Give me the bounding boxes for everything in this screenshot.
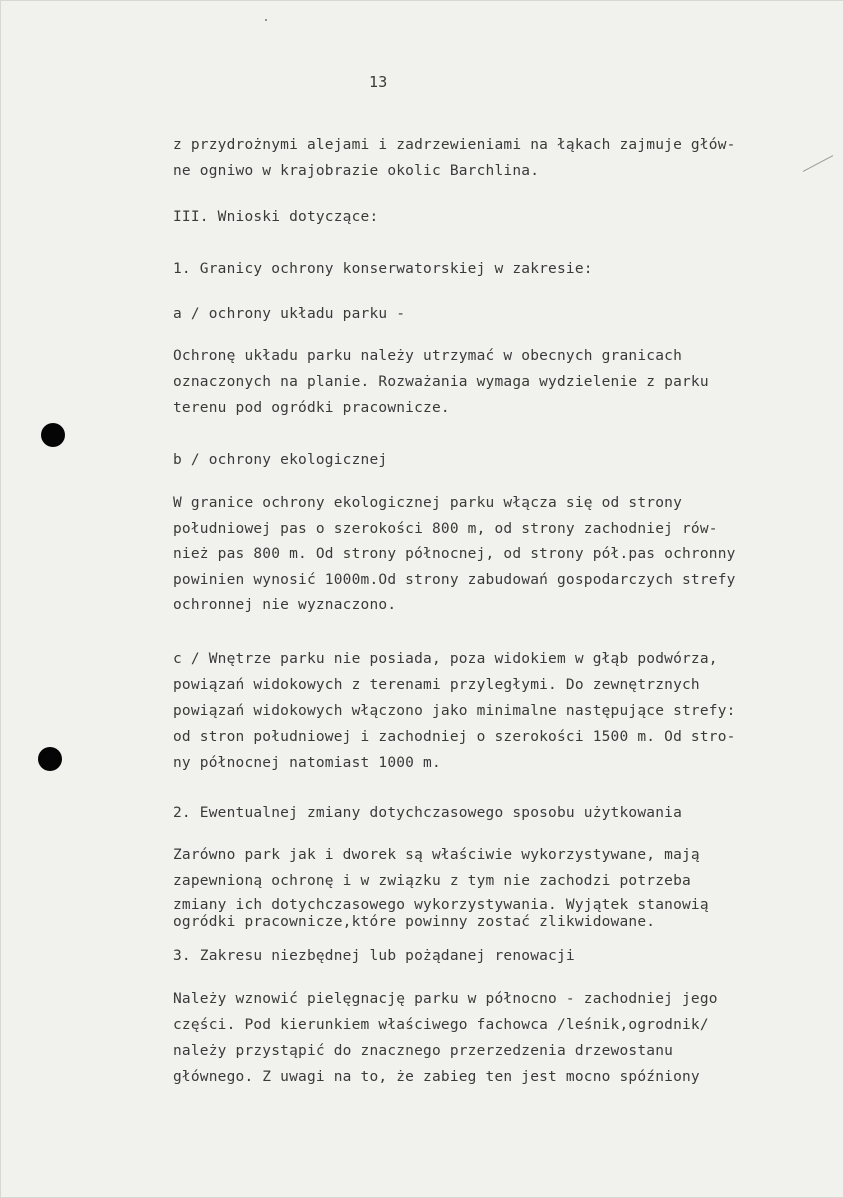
punch-hole-top bbox=[41, 423, 65, 447]
item-heading: a / ochrony układu parku - bbox=[173, 306, 406, 322]
text-line: Zarówno park jak i dworek są właściwie wykorzystywane, mają bbox=[173, 847, 700, 863]
subsection-heading: 2. Ewentualnej zmiany dotychczasowego sposobu użytkowania bbox=[173, 805, 682, 821]
text-line: powiązań widokowych z terenami przyległymi. Do zewnętrznych bbox=[173, 677, 700, 693]
subsection-heading: 1. Granicy ochrony konserwatorskiej w zakresie: bbox=[173, 261, 593, 277]
text-line: ny północnej natomiast 1000 m. bbox=[173, 755, 441, 771]
section-heading: III. Wnioski dotyczące: bbox=[173, 209, 379, 225]
text-line: od stron południowej i zachodniej o szerokości 1500 m. Od stro- bbox=[173, 729, 736, 745]
page-number: 13 bbox=[369, 73, 388, 91]
punch-hole-bottom bbox=[38, 747, 62, 771]
paper-scratch bbox=[803, 155, 833, 172]
text-line: ne ogniwo w krajobrazie okolic Barchlina. bbox=[173, 163, 540, 179]
text-line: południowej pas o szerokości 800 m, od strony zachodniej rów- bbox=[173, 521, 718, 537]
text-line: powinien wynosić 1000m.Od strony zabudowań gospodarczych strefy bbox=[173, 572, 736, 588]
text-line: zmiany ich dotychczasowego wykorzystywania. Wyjątek stanowią bbox=[173, 897, 709, 913]
text-line: z przydrożnymi alejami i zadrzewieniami na łąkach zajmuje głów- bbox=[173, 137, 736, 153]
text-line: oznaczonych na planie. Rozważania wymaga wydzielenie z parku bbox=[173, 374, 709, 390]
text-line: Ochronę układu parku należy utrzymać w obecnych granicach bbox=[173, 348, 682, 364]
text-line: nież pas 800 m. Od strony północnej, od strony pół.pas ochronny bbox=[173, 546, 736, 562]
text-line: W granice ochrony ekologicznej parku włącza się od strony bbox=[173, 495, 682, 511]
text-line: Należy wznowić pielęgnację parku w północno - zachodniej jego bbox=[173, 991, 718, 1007]
text-line: c / Wnętrze parku nie posiada, poza widokiem w głąb podwórza, bbox=[173, 651, 718, 667]
text-line: ogródki pracownicze,które powinny zostać zlikwidowane. bbox=[173, 914, 656, 930]
text-line: terenu pod ogródki pracownicze. bbox=[173, 400, 450, 416]
text-line: należy przystąpić do znacznego przerzedzenia drzewostanu bbox=[173, 1043, 674, 1059]
text-line: zapewnioną ochronę i w związku z tym nie zachodzi potrzeba bbox=[173, 873, 691, 889]
text-line: części. Pod kierunkiem właściwego fachowca /leśnik,ogrodnik/ bbox=[173, 1017, 709, 1033]
text-line: ochronnej nie wyznaczono. bbox=[173, 597, 397, 613]
text-line: powiązań widokowych włączono jako minimalne następujące strefy: bbox=[173, 703, 736, 719]
subsection-heading: 3. Zakresu niezbędnej lub pożądanej renowacji bbox=[173, 948, 575, 964]
item-heading: b / ochrony ekologicznej bbox=[173, 452, 388, 468]
text-line: głównego. Z uwagi na to, że zabieg ten jest mocno spóźniony bbox=[173, 1069, 700, 1085]
paper-speck bbox=[265, 19, 267, 21]
